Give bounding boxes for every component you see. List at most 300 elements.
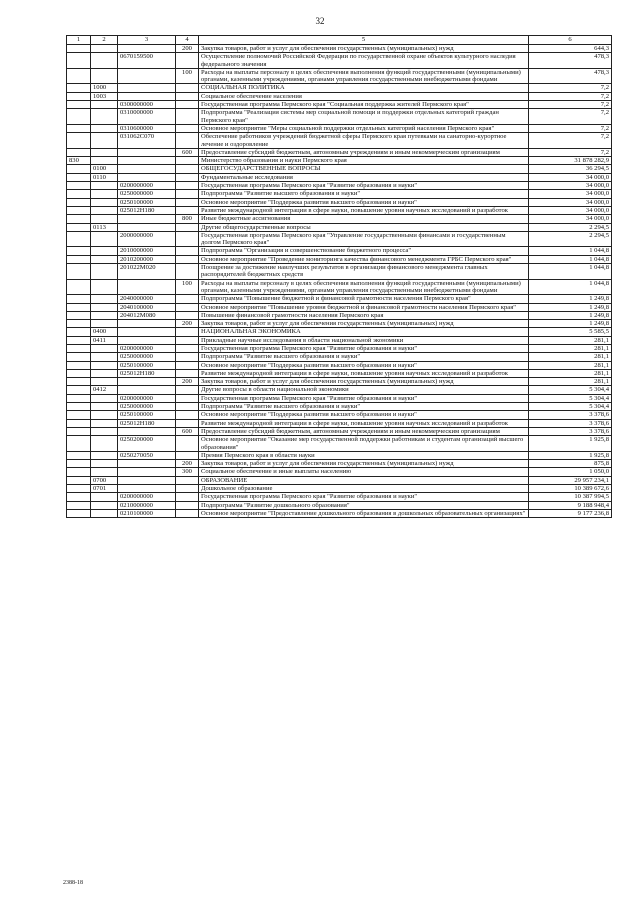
section-code-cell: 0113 <box>91 223 118 231</box>
target-article-cell <box>118 485 176 493</box>
description-cell: Подпрограмма "Реализация системы мер социальной помощи и поддержки отдельных категорий граждан Пермского края" <box>199 109 529 125</box>
target-article-cell <box>118 173 176 181</box>
amount-cell: 5 585,5 <box>529 328 612 336</box>
ministry-code-cell <box>67 223 91 231</box>
expense-type-cell <box>176 476 199 484</box>
expense-type-cell <box>176 124 199 132</box>
ministry-code-cell <box>67 206 91 214</box>
section-code-cell <box>91 493 118 501</box>
ministry-code-cell <box>67 255 91 263</box>
description-cell: СОЦИАЛЬНАЯ ПОЛИТИКА <box>199 84 529 92</box>
table-row <box>67 198 612 206</box>
target-article-cell: 0310000000 <box>118 109 176 125</box>
table-row <box>67 165 612 173</box>
description-cell: Основное мероприятие "Оказание мер государственной поддержки работникам и студентам организаций высшего образования" <box>199 436 529 452</box>
amount-cell: 875,8 <box>529 460 612 468</box>
amount-cell: 1 044,8 <box>529 247 612 255</box>
table-row <box>67 436 612 452</box>
ministry-code-cell: 830 <box>67 157 91 165</box>
table-row <box>67 493 612 501</box>
amount-cell: 281,1 <box>529 344 612 352</box>
table-row <box>67 328 612 336</box>
amount-cell: 34 000,0 <box>529 173 612 181</box>
description-cell: НАЦИОНАЛЬНАЯ ЭКОНОМИКА <box>199 328 529 336</box>
target-article-cell <box>118 468 176 476</box>
description-cell: Основное мероприятие "Повышение уровня бюджетной и финансовой грамотности населения Пермского края" <box>199 303 529 311</box>
section-code-cell <box>91 427 118 435</box>
expense-type-cell <box>176 336 199 344</box>
section-code-cell <box>91 53 118 69</box>
amount-cell: 1 249,8 <box>529 311 612 319</box>
description-cell: Фундаментальные исследования <box>199 173 529 181</box>
description-cell: Предоставление субсидий бюджетным, автономным учреждениям и иным некоммерческим организациям <box>199 148 529 156</box>
ministry-code-cell <box>67 419 91 427</box>
description-cell: Государственная программа Пермского края "Социальная поддержка жителей Пермского края" <box>199 101 529 109</box>
ministry-code-cell <box>67 247 91 255</box>
target-article-cell: 025012Н180 <box>118 369 176 377</box>
amount-cell: 1 925,8 <box>529 436 612 452</box>
description-cell: Министерство образования и науки Пермского края <box>199 157 529 165</box>
target-article-cell: 204012М080 <box>118 311 176 319</box>
description-cell: Развитие международной интеграции в сфере науки, повышение уровня научных исследований и разработок <box>199 369 529 377</box>
expense-type-cell <box>176 328 199 336</box>
description-cell: Государственная программа Пермского края "Управление государственными финансами и государственным долгом Пермского края" <box>199 231 529 247</box>
ministry-code-cell <box>67 460 91 468</box>
amount-cell: 34 000,0 <box>529 182 612 190</box>
ministry-code-cell <box>67 468 91 476</box>
amount-cell: 1 044,8 <box>529 264 612 280</box>
amount-cell: 478,3 <box>529 53 612 69</box>
section-code-cell <box>91 361 118 369</box>
section-code-cell <box>91 468 118 476</box>
target-article-cell <box>118 320 176 328</box>
section-code-cell: 0110 <box>91 173 118 181</box>
amount-cell: 1 044,8 <box>529 255 612 263</box>
description-cell: Подпрограмма "Развитие высшего образования и науки" <box>199 190 529 198</box>
amount-cell: 29 957 234,1 <box>529 476 612 484</box>
ministry-code-cell <box>67 182 91 190</box>
amount-cell: 1 050,0 <box>529 468 612 476</box>
target-article-cell: 0210000000 <box>118 501 176 509</box>
ministry-code-cell <box>67 68 91 84</box>
expense-type-cell <box>176 303 199 311</box>
section-code-cell <box>91 206 118 214</box>
ministry-code-cell <box>67 279 91 295</box>
description-cell: Дошкольное образование <box>199 485 529 493</box>
section-code-cell <box>91 101 118 109</box>
expense-type-cell <box>176 101 199 109</box>
description-cell: Подпрограмма "Развитие высшего образования и науки" <box>199 403 529 411</box>
target-article-cell: 0310600000 <box>118 124 176 132</box>
section-code-cell <box>91 190 118 198</box>
description-cell: Закупка товаров, работ и услуг для обеспечения государственных (муниципальных) нужд <box>199 460 529 468</box>
section-code-cell <box>91 295 118 303</box>
table-row <box>67 279 612 295</box>
description-cell: Закупка товаров, работ и услуг для обеспечения государственных (муниципальных) нужд <box>199 320 529 328</box>
ministry-code-cell <box>67 476 91 484</box>
ministry-code-cell <box>67 344 91 352</box>
target-article-cell <box>118 84 176 92</box>
section-code-cell: 0412 <box>91 386 118 394</box>
target-article-cell: 0250100000 <box>118 361 176 369</box>
description-cell: Иные бюджетные ассигнования <box>199 215 529 223</box>
target-article-cell: 025012Н180 <box>118 206 176 214</box>
table-header-row <box>67 36 612 45</box>
target-article-cell <box>118 165 176 173</box>
amount-cell: 644,3 <box>529 45 612 53</box>
ministry-code-cell <box>67 493 91 501</box>
amount-cell: 34 000,0 <box>529 198 612 206</box>
column-header: 6 <box>529 36 612 45</box>
section-code-cell <box>91 311 118 319</box>
table-row <box>67 419 612 427</box>
amount-cell: 10 389 672,6 <box>529 485 612 493</box>
target-article-cell <box>118 476 176 484</box>
target-article-cell: 0200000000 <box>118 394 176 402</box>
section-code-cell <box>91 255 118 263</box>
target-article-cell <box>118 386 176 394</box>
ministry-code-cell <box>67 215 91 223</box>
ministry-code-cell <box>67 231 91 247</box>
target-article-cell: 0200000000 <box>118 493 176 501</box>
amount-cell: 31 878 282,9 <box>529 157 612 165</box>
table-row <box>67 427 612 435</box>
amount-cell: 1 044,8 <box>529 279 612 295</box>
amount-cell: 281,1 <box>529 369 612 377</box>
expense-type-cell <box>176 173 199 181</box>
ministry-code-cell <box>67 509 91 517</box>
table-row <box>67 255 612 263</box>
table-row <box>67 476 612 484</box>
budget-table <box>66 35 612 518</box>
section-code-cell <box>91 394 118 402</box>
table-row <box>67 124 612 132</box>
target-article-cell <box>118 157 176 165</box>
description-cell: Подпрограмма "Повышение бюджетной и финансовой грамотности населения Пермского края" <box>199 295 529 303</box>
target-article-cell: 0200000000 <box>118 344 176 352</box>
section-code-cell <box>91 369 118 377</box>
section-code-cell: 0400 <box>91 328 118 336</box>
description-cell: Подпрограмма "Развитие высшего образования и науки" <box>199 353 529 361</box>
ministry-code-cell <box>67 451 91 459</box>
target-article-cell <box>118 45 176 53</box>
target-article-cell: 0250100000 <box>118 198 176 206</box>
amount-cell: 5 304,4 <box>529 386 612 394</box>
description-cell: Повышение финансовой грамотности населения Пермского края <box>199 311 529 319</box>
description-cell: Основное мероприятие "Проведение мониторинга качества финансового менеджмента ГРБС Пермского края" <box>199 255 529 263</box>
description-cell: Другие общегосударственные вопросы <box>199 223 529 231</box>
table-row <box>67 215 612 223</box>
amount-cell: 1 249,8 <box>529 295 612 303</box>
section-code-cell <box>91 509 118 517</box>
expense-type-cell: 200 <box>176 378 199 386</box>
table-row <box>67 411 612 419</box>
section-code-cell <box>91 109 118 125</box>
table-row <box>67 311 612 319</box>
expense-type-cell <box>176 493 199 501</box>
column-header: 4 <box>176 36 199 45</box>
section-code-cell: 1003 <box>91 92 118 100</box>
target-article-cell <box>118 328 176 336</box>
expense-type-cell <box>176 231 199 247</box>
expense-type-cell: 200 <box>176 320 199 328</box>
description-cell: Основное мероприятие "Поддержка развития высшего образования и науки" <box>199 411 529 419</box>
description-cell: Государственная программа Пермского края "Развитие образования и науки" <box>199 394 529 402</box>
section-code-cell <box>91 320 118 328</box>
expense-type-cell <box>176 92 199 100</box>
column-header: 2 <box>91 36 118 45</box>
table-row <box>67 173 612 181</box>
section-code-cell <box>91 182 118 190</box>
table-row <box>67 84 612 92</box>
section-code-cell <box>91 419 118 427</box>
target-article-cell: 2040100000 <box>118 303 176 311</box>
expense-type-cell <box>176 403 199 411</box>
ministry-code-cell <box>67 436 91 452</box>
amount-cell: 3 378,6 <box>529 419 612 427</box>
description-cell: Премия Пермского края в области науки <box>199 451 529 459</box>
ministry-code-cell <box>67 403 91 411</box>
ministry-code-cell <box>67 320 91 328</box>
description-cell: Расходы на выплаты персоналу в целях обеспечения выполнения функций государственными (муниципальными) органами, казенными учреждениями, органами управления государственными внебюджетными фондами <box>199 279 529 295</box>
ministry-code-cell <box>67 353 91 361</box>
expense-type-cell: 300 <box>176 468 199 476</box>
target-article-cell <box>118 148 176 156</box>
description-cell: Основное мероприятие "Меры социальной поддержки отдельных категорий населения Пермского края" <box>199 124 529 132</box>
ministry-code-cell <box>67 148 91 156</box>
table-row <box>67 369 612 377</box>
description-cell: ОБРАЗОВАНИЕ <box>199 476 529 484</box>
target-article-cell: 0250270050 <box>118 451 176 459</box>
description-cell: Развитие международной интеграции в сфере науки, повышение уровня научных исследований и разработок <box>199 206 529 214</box>
amount-cell: 34 000,0 <box>529 215 612 223</box>
target-article-cell: 0250000000 <box>118 353 176 361</box>
amount-cell: 34 000,0 <box>529 190 612 198</box>
target-article-cell: 0670159500 <box>118 53 176 69</box>
expense-type-cell <box>176 157 199 165</box>
section-code-cell <box>91 501 118 509</box>
table-row <box>67 303 612 311</box>
expense-type-cell <box>176 451 199 459</box>
amount-cell: 281,1 <box>529 336 612 344</box>
table-row <box>67 295 612 303</box>
section-code-cell <box>91 303 118 311</box>
section-code-cell <box>91 198 118 206</box>
expense-type-cell <box>176 295 199 303</box>
amount-cell: 7,2 <box>529 84 612 92</box>
description-cell: Расходы на выплаты персоналу в целях обеспечения выполнения функций государственными (муниципальными) органами, казенными учреждениями, органами управления государственными внебюджетными фондами <box>199 68 529 84</box>
table-row <box>67 45 612 53</box>
table-row <box>67 361 612 369</box>
ministry-code-cell <box>67 198 91 206</box>
ministry-code-cell <box>67 45 91 53</box>
ministry-code-cell <box>67 124 91 132</box>
expense-type-cell <box>176 109 199 125</box>
ministry-code-cell <box>67 109 91 125</box>
table-row <box>67 460 612 468</box>
table-row <box>67 403 612 411</box>
target-article-cell: 2010200000 <box>118 255 176 263</box>
ministry-code-cell <box>67 165 91 173</box>
table-row <box>67 353 612 361</box>
target-article-cell: 0300000000 <box>118 101 176 109</box>
amount-cell: 9 177 236,8 <box>529 509 612 517</box>
section-code-cell <box>91 460 118 468</box>
expense-type-cell <box>176 394 199 402</box>
section-code-cell <box>91 231 118 247</box>
amount-cell: 281,1 <box>529 361 612 369</box>
amount-cell: 3 378,6 <box>529 411 612 419</box>
amount-cell: 9 188 948,4 <box>529 501 612 509</box>
expense-type-cell <box>176 485 199 493</box>
ministry-code-cell <box>67 133 91 149</box>
amount-cell: 7,2 <box>529 109 612 125</box>
expense-type-cell: 100 <box>176 68 199 84</box>
table-row <box>67 182 612 190</box>
table-row <box>67 190 612 198</box>
expense-type-cell <box>176 190 199 198</box>
expense-type-cell <box>176 206 199 214</box>
description-cell: Социальное обеспечение и иные выплаты населению <box>199 468 529 476</box>
expense-type-cell <box>176 53 199 69</box>
expense-type-cell <box>176 133 199 149</box>
amount-cell: 7,2 <box>529 148 612 156</box>
table-row <box>67 386 612 394</box>
table-row <box>67 394 612 402</box>
section-code-cell <box>91 45 118 53</box>
section-code-cell <box>91 451 118 459</box>
amount-cell: 281,1 <box>529 378 612 386</box>
target-article-cell: 0250200000 <box>118 436 176 452</box>
target-article-cell <box>118 427 176 435</box>
ministry-code-cell <box>67 190 91 198</box>
description-cell: Закупка товаров, работ и услуг для обеспечения государственных (муниципальных) нужд <box>199 378 529 386</box>
section-code-cell <box>91 247 118 255</box>
ministry-code-cell <box>67 84 91 92</box>
table-row <box>67 231 612 247</box>
expense-type-cell <box>176 84 199 92</box>
ministry-code-cell <box>67 92 91 100</box>
amount-cell: 3 378,6 <box>529 427 612 435</box>
ministry-code-cell <box>67 101 91 109</box>
ministry-code-cell <box>67 336 91 344</box>
expense-type-cell <box>176 386 199 394</box>
amount-cell: 36 294,5 <box>529 165 612 173</box>
section-code-cell <box>91 68 118 84</box>
expense-type-cell <box>176 353 199 361</box>
table-row <box>67 133 612 149</box>
expense-type-cell <box>176 247 199 255</box>
amount-cell: 7,2 <box>529 92 612 100</box>
table-row <box>67 264 612 280</box>
ministry-code-cell <box>67 501 91 509</box>
ministry-code-cell <box>67 411 91 419</box>
target-article-cell: 2040000000 <box>118 295 176 303</box>
ministry-code-cell <box>67 378 91 386</box>
description-cell: Основное мероприятие "Поддержка развития высшего образования и науки" <box>199 361 529 369</box>
amount-cell: 5 304,4 <box>529 403 612 411</box>
section-code-cell: 1000 <box>91 84 118 92</box>
table-row <box>67 468 612 476</box>
expense-type-cell <box>176 223 199 231</box>
ministry-code-cell <box>67 303 91 311</box>
expense-type-cell <box>176 165 199 173</box>
expense-type-cell <box>176 264 199 280</box>
table-row <box>67 509 612 517</box>
expense-type-cell <box>176 198 199 206</box>
target-article-cell: 0210100000 <box>118 509 176 517</box>
expense-type-cell: 200 <box>176 460 199 468</box>
description-cell: Социальное обеспечение населения <box>199 92 529 100</box>
target-article-cell <box>118 279 176 295</box>
ministry-code-cell <box>67 53 91 69</box>
description-cell: Обеспечение работников учреждений бюджетной сферы Пермского края путевками на санаторно-курортное лечение и оздоровление <box>199 133 529 149</box>
table-row <box>67 148 612 156</box>
description-cell: Прикладные научные исследования в области национальной экономики <box>199 336 529 344</box>
amount-cell: 281,1 <box>529 353 612 361</box>
section-code-cell: 0411 <box>91 336 118 344</box>
section-code-cell <box>91 157 118 165</box>
section-code-cell <box>91 411 118 419</box>
target-article-cell <box>118 336 176 344</box>
section-code-cell <box>91 124 118 132</box>
expense-type-cell <box>176 419 199 427</box>
target-article-cell <box>118 460 176 468</box>
page-number: 32 <box>315 16 325 26</box>
description-cell: Основное мероприятие "Предоставление дошкольного образования в дошкольных образовательных организациях" <box>199 509 529 517</box>
amount-cell: 7,2 <box>529 133 612 149</box>
ministry-code-cell <box>67 485 91 493</box>
expense-type-cell <box>176 311 199 319</box>
description-cell: Осуществление полномочий Российской Федерации по государственной охране объектов культурного наследия федерального значения <box>199 53 529 69</box>
ministry-code-cell <box>67 394 91 402</box>
description-cell: Государственная программа Пермского края "Развитие образования и науки" <box>199 493 529 501</box>
ministry-code-cell <box>67 369 91 377</box>
target-article-cell: 0250100000 <box>118 411 176 419</box>
target-article-cell <box>118 215 176 223</box>
section-code-cell <box>91 264 118 280</box>
amount-cell: 7,2 <box>529 124 612 132</box>
expense-type-cell: 600 <box>176 427 199 435</box>
description-cell: Поощрение за достижение наилучших результатов в организации финансового менеджмента главных распорядителей бюджетных средств <box>199 264 529 280</box>
expense-type-cell: 800 <box>176 215 199 223</box>
column-header: 1 <box>67 36 91 45</box>
section-code-cell <box>91 403 118 411</box>
table-row <box>67 501 612 509</box>
section-code-cell <box>91 436 118 452</box>
ministry-code-cell <box>67 311 91 319</box>
table-row <box>67 157 612 165</box>
description-cell: Закупка товаров, работ и услуг для обеспечения государственных (муниципальных) нужд <box>199 45 529 53</box>
amount-cell: 478,3 <box>529 68 612 84</box>
ministry-code-cell <box>67 427 91 435</box>
table-row <box>67 68 612 84</box>
target-article-cell <box>118 68 176 84</box>
expense-type-cell <box>176 344 199 352</box>
footer-code: 2388-18 <box>63 880 83 886</box>
target-article-cell <box>118 223 176 231</box>
section-code-cell <box>91 378 118 386</box>
section-code-cell <box>91 148 118 156</box>
expense-type-cell <box>176 411 199 419</box>
target-article-cell: 0250000000 <box>118 190 176 198</box>
target-article-cell: 0250000000 <box>118 403 176 411</box>
ministry-code-cell <box>67 295 91 303</box>
section-code-cell <box>91 279 118 295</box>
section-code-cell <box>91 133 118 149</box>
expense-type-cell: 200 <box>176 45 199 53</box>
table-row <box>67 92 612 100</box>
